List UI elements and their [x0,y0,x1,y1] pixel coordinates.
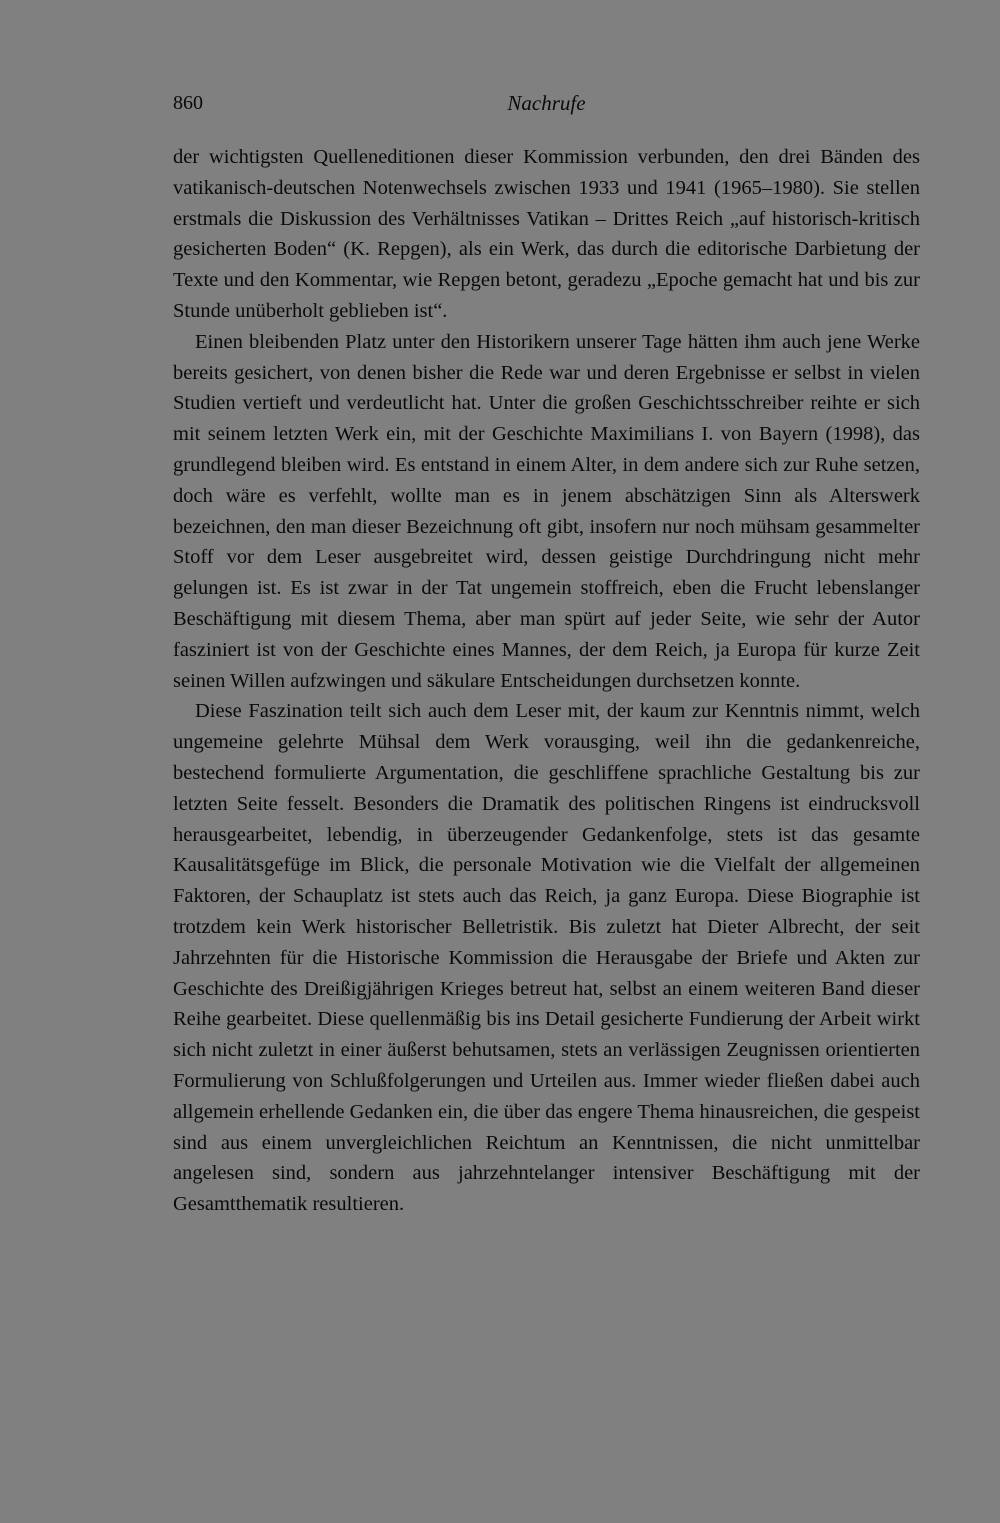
section-title: Nachrufe [507,91,586,115]
paragraph: Diese Faszination teilt sich auch dem Leser mit, der kaum zur Kenntnis nimmt, welch ungemeine gelehrte Mühsal dem Werk vorausging, weil ihn die gedankenreiche, bestechend formulierte Argumentation, die geschliffene sprachliche Gestaltung bis zur letzten Seite fesselt. Besonders die Dramatik des politischen Ringens ist eindrucksvoll herausgearbeitet, lebendig, in überzeugender Gedankenfolge, stets ist das gesamte Kausalitätsgefüge im Blick, die personale Motivation wie die Vielfalt der allgemeinen Faktoren, der Schauplatz ist stets auch das Reich, ja ganz Europa. Diese Biographie ist trotzdem kein Werk historischer Belletristik. Bis zuletzt hat Dieter Albrecht, der seit Jahrzehnten für die Historische Kommission die Herausgabe der Briefe und Akten zur Geschichte des Dreißigjährigen Krieges betreut hat, selbst an einem weiteren Band dieser Reihe gearbeitet. Diese quellenmäßig bis ins Detail gesicherte Fundierung der Arbeit wirkt sich nicht zuletzt in einer äußerst behutsamen, stets an verlässigen Zeugnissen orientierten Formulierung von Schlußfolgerungen und Urteilen aus. Immer wieder fließen dabei auch allgemein erhellende Gedanken ein, die über das engere Thema hinausreichen, die gespeist sind aus einem unvergleichlichen Reichtum an Kenntnissen, die nicht unmittelbar angelesen sind, sondern aus jahrzehntelanger intensiver Beschäftigung mit der Gesamtthematik resultieren. [173,700,920,1216]
body-text [173,142,920,1220]
page-number: 860 [173,92,203,114]
running-head [173,88,920,118]
paragraph-continued: der wichtigsten Quelleneditionen dieser Kommission verbunden, den drei Bänden des vatikanisch-deutschen Notenwechsels zwischen 1933 und 1941 (1965–1980). Sie stellen erstmals die Diskussion des Verhältnisses Vatikan – Drittes Reich „auf historisch-kritisch gesicherten Boden“ (K. Repgen), als ein Werk, das durch die editorische Darbietung der Texte und den Kommentar, wie Repgen betont, geradezu „Epoche gemacht hat und bis zur Stunde unüberholt geblieben ist“. [173,146,920,322]
paragraph: Einen bleibenden Platz unter den Historikern unserer Tage hätten ihm auch jene Werke bereits gesichert, von denen bisher die Rede war und deren Ergebnisse er selbst in vielen Studien vertieft und verdeutlicht hat. Unter die großen Geschichtsschreiber reihte er sich mit seinem letzten Werk ein, mit der Geschichte Maximilians I. von Bayern (1998), das grundlegend bleiben wird. Es entstand in einem Alter, in dem andere sich zur Ruhe setzen, doch wäre es verfehlt, wollte man es in jenem abschätzigen Sinn als Alterswerk bezeichnen, den man dieser Bezeichnung oft gibt, insofern nur noch mühsam gesammelter Stoff vor dem Leser ausgebreitet wird, dessen geistige Durchdringung nicht mehr gelungen ist. Es ist zwar in der Tat ungemein stoffreich, eben die Frucht lebenslanger Beschäftigung mit diesem Thema, aber man spürt auf jeder Seite, wie sehr der Autor fasziniert ist von der Geschichte eines Mannes, der dem Reich, ja Europa für kurze Zeit seinen Willen aufzwingen und säkulare Entscheidungen durchsetzen konnte. [173,330,920,692]
